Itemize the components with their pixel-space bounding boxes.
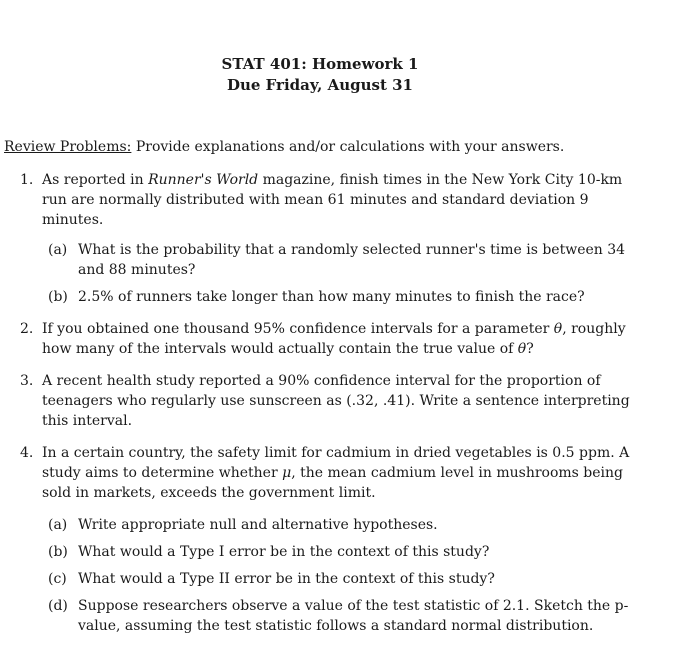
subpart-4b <box>42 542 640 562</box>
subpart-1a <box>42 240 640 280</box>
problem-text-part: If you obtained one thousand 95% confidence intervals for a parameter <box>42 321 554 337</box>
problem-text-part: , roughly how many of the intervals would actually contain the true value of <box>42 321 626 357</box>
title-block <box>0 54 640 96</box>
problem-4 <box>0 443 638 636</box>
review-heading: Review Problems: <box>4 139 132 155</box>
subpart-text: What would a Type II error be in the context of this study? <box>78 571 495 587</box>
subpart-1b <box>42 287 640 307</box>
subpart-list <box>42 240 638 307</box>
course-title: STAT 401: Homework 1 <box>221 55 419 73</box>
subpart-text: What would a Type I error be in the context of this study? <box>78 544 490 560</box>
problem-number: 3. <box>20 373 34 389</box>
problem-text <box>42 443 638 503</box>
problem-text <box>42 319 638 359</box>
subpart-label: (b) <box>48 289 68 305</box>
due-date: Due Friday, August 31 <box>226 76 413 94</box>
problem-text-part: As reported in <box>42 172 149 188</box>
subpart-label: (a) <box>48 242 68 258</box>
review-instructions: Provide explanations and/or calculations with your answers. <box>131 139 565 155</box>
subpart-4c <box>42 569 640 589</box>
mu-symbol: μ <box>282 465 292 481</box>
subpart-text: Write appropriate null and alternative hypotheses. <box>78 517 438 533</box>
problem-2 <box>0 319 638 359</box>
problem-text-part: ? <box>526 341 534 357</box>
subpart-label: (a) <box>48 517 68 533</box>
subpart-text: 2.5% of runners take longer than how many minutes to finish the race? <box>78 289 585 305</box>
problem-number: 2. <box>20 321 34 337</box>
problem-text-part: In a certain country, the safety limit for cadmium in dried vegetables is 0.5 ppm. A study aims to determine whether <box>42 445 630 481</box>
subpart-text: Suppose researchers observe a value of the test statistic of 2.1. Sketch the p-value, assuming the test statistic follows a standard normal distribution. <box>78 598 629 634</box>
subpart-label: (c) <box>48 571 67 587</box>
subpart-4d <box>42 596 640 636</box>
subpart-label: (b) <box>48 544 68 560</box>
problem-3 <box>0 371 638 431</box>
problem-text-part: magazine, finish times in the New York City 10-km run are normally distributed with mean 61 minutes and standard deviation 9 minutes. <box>42 172 623 228</box>
subpart-text: What is the probability that a randomly selected runner's time is between 34 and 88 minutes? <box>78 242 626 278</box>
problem-number: 4. <box>20 445 34 461</box>
subpart-label: (d) <box>48 598 68 614</box>
subpart-list <box>42 515 638 636</box>
problem-number: 1. <box>20 172 34 188</box>
review-intro <box>4 137 684 157</box>
problem-text-part: , the mean cadmium level in mushrooms being sold in markets, exceeds the government limit. <box>42 465 624 501</box>
theta-symbol: θ <box>517 341 527 357</box>
problem-1 <box>0 170 638 307</box>
problem-text: A recent health study reported a 90% confidence interval for the proportion of teenagers who regularly use sunscreen as (.32, .41). Write a sentence interpreting this interval. <box>42 373 630 429</box>
theta-symbol: θ <box>553 321 563 337</box>
magazine-title: Runner's World <box>148 172 259 188</box>
problem-text <box>42 170 638 230</box>
subpart-4a <box>42 515 640 535</box>
problem-list <box>0 170 700 648</box>
